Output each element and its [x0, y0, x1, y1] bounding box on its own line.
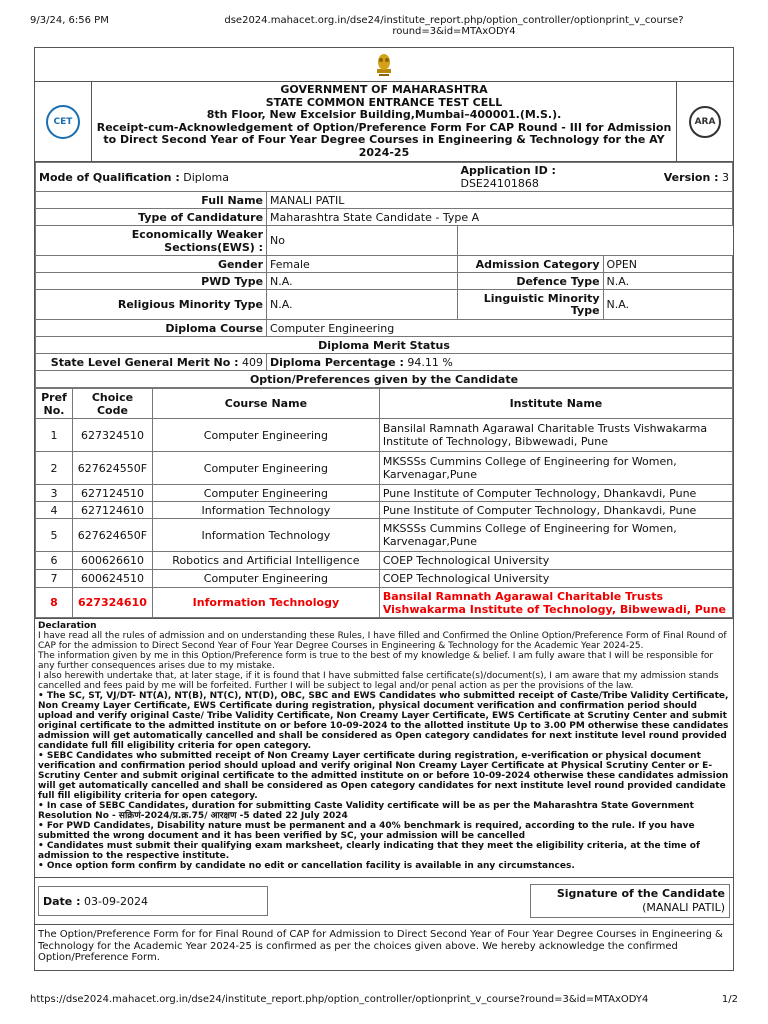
print-footer: [30, 994, 738, 1005]
ara-logo-icon: ARA: [689, 106, 721, 138]
table-row: [36, 570, 733, 588]
declaration-bullet-4: • For PWD Candidates, Disability nature must be permanent and a 40% benchmark is required, according to the rule. If you have submitted the wrong document and it has been verified by SC, your admission will be cancelled: [38, 821, 695, 841]
declaration-bullet-2: • SEBC Candidates who submitted receipt of Non Creamy Layer certificate during registration, e-verification or physical document verification and confirmation period should upload and verify original Non Creamy Layer Certificate at Physical Scrutiny Center or E-Scrutiny Center and submit original certificate to the admitted institute on or before 10-09-2024 otherwise these candidates admission will get automatically cancelled and shall be considered as Open category candidates for next institute level round provided candidate full fill eligibility criteria for open category.: [38, 751, 729, 801]
signature-row: [38, 884, 730, 918]
full-name-value: MANALI PATIL: [267, 192, 733, 209]
defence-type-value: N.A.: [603, 273, 732, 290]
cet-logo-icon: CET: [46, 105, 80, 139]
date-value: 03-09-2024: [84, 895, 148, 908]
signature-name: (MANALI PATIL): [642, 901, 725, 914]
table-row: [36, 552, 733, 570]
course-name-header: Course Name: [152, 389, 379, 419]
merit-no-label: State Level General Merit No :: [50, 355, 239, 369]
pref-no: 1: [36, 419, 73, 452]
linguistic-minority-value: N.A.: [603, 290, 732, 320]
full-name-label: Full Name: [36, 192, 267, 209]
header-text: [91, 82, 677, 161]
diploma-percentage-label: Diploma Percentage :: [270, 355, 404, 369]
course-name: Computer Engineering: [152, 570, 379, 588]
declaration-title: Declaration: [38, 621, 97, 631]
header-line-1: GOVERNMENT OF MAHARASHTRA: [280, 83, 488, 96]
print-timestamp: 9/3/24, 6:56 PM: [30, 15, 109, 26]
merit-status-title: Diploma Merit Status: [36, 337, 733, 354]
table-row: [36, 419, 733, 452]
pref-no-header: Pref No.: [36, 389, 73, 419]
header-line-2: STATE COMMON ENTRANCE TEST CELL: [265, 95, 503, 109]
header-line-3: 8th Floor, New Excelsior Building,Mumbai–400001.(M.S.).: [206, 108, 562, 121]
gender-label: Gender: [36, 256, 267, 273]
institute-name: MKSSSs Cummins College of Engineering for Women, Karvenagar,Pune: [379, 519, 732, 552]
table-row-highlighted: [36, 588, 733, 618]
candidature-value: Maharashtra State Candidate - Type A: [267, 209, 733, 226]
institute-name: MKSSSs Cummins College of Engineering for Women, Karvenagar,Pune: [379, 452, 732, 485]
choice-code: 627324510: [72, 419, 152, 452]
declaration-bullet-6: • Once option form confirm by candidate no edit or cancellation facility is available in any circumstances.: [38, 861, 575, 871]
defence-type-label: Defence Type: [457, 273, 603, 290]
mode-value: Diploma: [183, 170, 229, 184]
gender-value: Female: [267, 256, 458, 273]
table-row: [36, 485, 733, 502]
pref-no: 6: [36, 552, 73, 570]
institute-name-header: Institute Name: [379, 389, 732, 419]
choice-code: 627624550F: [72, 452, 152, 485]
course-name: Computer Engineering: [152, 419, 379, 452]
choice-code: 600626610: [72, 552, 152, 570]
institute-name: Pune Institute of Computer Technology, Dhankavdi, Pune: [379, 502, 732, 519]
acknowledgement: The Option/Preference Form for for Final Round of CAP for Admission to Direct Second Year of Four Year Degree Courses in Engineering & Technology for the Academic Year 2024-25 is confirmed as per the choices given above. We hereby acknowledge the confirmed Option/Preference Form.: [35, 924, 733, 970]
header-line-6: 2024-25: [358, 145, 410, 159]
diploma-percentage-value: 94.11 %: [407, 355, 453, 369]
table-row: [36, 502, 733, 519]
choice-code: 627624650F: [72, 519, 152, 552]
choice-code-header: Choice Code: [72, 389, 152, 419]
form-header: [35, 82, 733, 162]
pref-no: 7: [36, 570, 73, 588]
course-name: Robotics and Artificial Intelligence: [152, 552, 379, 570]
admission-category-value: OPEN: [603, 256, 732, 273]
course-name: Computer Engineering: [152, 485, 379, 502]
signature-label: Signature of the Candidate: [556, 887, 725, 900]
merit-no-value: 409: [242, 355, 264, 369]
signature-box: [530, 884, 730, 918]
pref-no: 8: [36, 588, 73, 618]
ews-value: No: [267, 226, 458, 256]
application-id-value: DSE24101868: [460, 177, 539, 190]
choice-code: 600624510: [72, 570, 152, 588]
page-number: 1/2: [721, 994, 738, 1005]
candidate-info-table: [35, 162, 733, 388]
course-name: Information Technology: [152, 588, 379, 618]
application-id-label: Application ID :: [460, 164, 556, 177]
declaration-bullet-3: • In case of SEBC Candidates, duration for submitting Caste Validity certificate will be as per the Maharashtra State Government Resolution No - सक्रिणं-2024/प्र.क्र.75/ आरक्षण -5 dated 22 July 2024: [38, 801, 694, 821]
institute-name: COEP Technological University: [379, 552, 732, 570]
header-line-4: Receipt-cum-Acknowledgement of Option/Preference Form For CAP Round - III for Admission: [96, 120, 672, 134]
pref-no: 2: [36, 452, 73, 485]
print-url: dse2024.mahacet.org.in/dse24/institute_report.php/option_controller/optionprint_v_course?round=3&id=MTAxODY4: [224, 15, 684, 37]
religious-minority-label: Religious Minority Type: [36, 290, 267, 320]
pref-no: 3: [36, 485, 73, 502]
religious-minority-value: N.A.: [267, 290, 458, 320]
declaration-bullet-1: • The SC, ST, VJ/DT- NT(A), NT(B), NT(C), NT(D), OBC, SBC and EWS Candidates who submitted receipt of Caste/Tribe Validity Certificate, Non Creamy Layer Certificate, EWS Certificate during registration, physical document verification and confirmation period should upload and verify original Caste/ Tribe Validity Certificate, Non Creamy Layer Certificate, EWS Certificate at Scrutiny Center and submit original certificate to the admitted institute on or before 10-09-2024 to the allotted institute Up to 3.00 PM otherwise these candidates admission will get automatically cancelled and shall be considered as Open category candidates for next institute level round provided candidate full fill eligibility criteria for open category.: [38, 691, 729, 751]
print-header: [30, 15, 738, 37]
emblem-row: [35, 48, 733, 82]
options-title: Option/Preferences given by the Candidate: [36, 371, 733, 388]
mode-label: Mode of Qualification :: [39, 170, 180, 184]
table-row: [36, 452, 733, 485]
declaration-para-1: I have read all the rules of admission and on understanding these Rules, I have filled and Confirmed the Online Option/Preference Form of Final Round of CAP for the admission to Direct Second Year of Four Year Degree Courses in Engineering & Technology for the Academic Year 2024-25.: [38, 631, 727, 651]
declaration-bullet-5: • Candidates must submit their qualifying exam marksheet, clearly indicating that they meet the eligibility criteria, at the time of admission to the respective institute.: [38, 841, 700, 861]
candidature-label: Type of Candidature: [36, 209, 267, 226]
course-name: Computer Engineering: [152, 452, 379, 485]
institute-name: Bansilal Ramnath Agarawal Charitable Trusts Vishwakarma Institute of Technology, Bibwewadi, Pune: [379, 419, 732, 452]
pref-no: 4: [36, 502, 73, 519]
choice-code: 627124510: [72, 485, 152, 502]
pref-no: 5: [36, 519, 73, 552]
table-row: [36, 519, 733, 552]
choice-code: 627124610: [72, 502, 152, 519]
ews-label: Economically Weaker Sections(EWS) :: [36, 226, 267, 256]
pwd-type-value: N.A.: [267, 273, 458, 290]
version-value: 3: [722, 170, 729, 184]
declaration-para-2: The information given by me in this Option/Preference form is true to the best of my knowledge & belief. I am fully aware that I will be responsible for any further consequences arises due to my mistake.: [38, 651, 714, 671]
declaration: [35, 618, 733, 877]
linguistic-minority-label: Linguistic Minority Type: [457, 290, 603, 320]
diploma-course-label: Diploma Course: [36, 320, 267, 337]
date-box: [38, 886, 268, 916]
pwd-type-label: PWD Type: [36, 273, 267, 290]
receipt-form: [34, 47, 734, 971]
header-line-5: to Direct Second Year of Four Year Degree Courses in Engineering & Technology for the AY: [103, 133, 665, 146]
preferences-table: [35, 388, 733, 618]
institute-name: Pune Institute of Computer Technology, Dhankavdi, Pune: [379, 485, 732, 502]
institute-name: COEP Technological University: [379, 570, 732, 588]
admission-category-label: Admission Category: [457, 256, 603, 273]
choice-code: 627324610: [72, 588, 152, 618]
declaration-para-3: I also herewith undertake that, at later stage, if it is found that I have submitted false certificate(s)/document(s), I am aware that my admission stands cancelled and fees paid by me will be forfeited. Further I will be subject to legal and/or penal action as per the provisions of the law.: [38, 671, 719, 691]
date-label: Date :: [43, 895, 81, 908]
course-name: Information Technology: [152, 502, 379, 519]
diploma-course-value: Computer Engineering: [267, 320, 733, 337]
version-label: Version :: [663, 170, 719, 184]
institute-name: Bansilal Ramnath Agarawal Charitable Trusts Vishwakarma Institute of Technology, Bibwewadi, Pune: [379, 588, 732, 618]
course-name: Information Technology: [152, 519, 379, 552]
footer-url: https://dse2024.mahacet.org.in/dse24/institute_report.php/option_controller/optionprint_v_course?round=3&id=MTAxODY4: [30, 994, 649, 1005]
state-emblem-icon: [373, 51, 395, 79]
